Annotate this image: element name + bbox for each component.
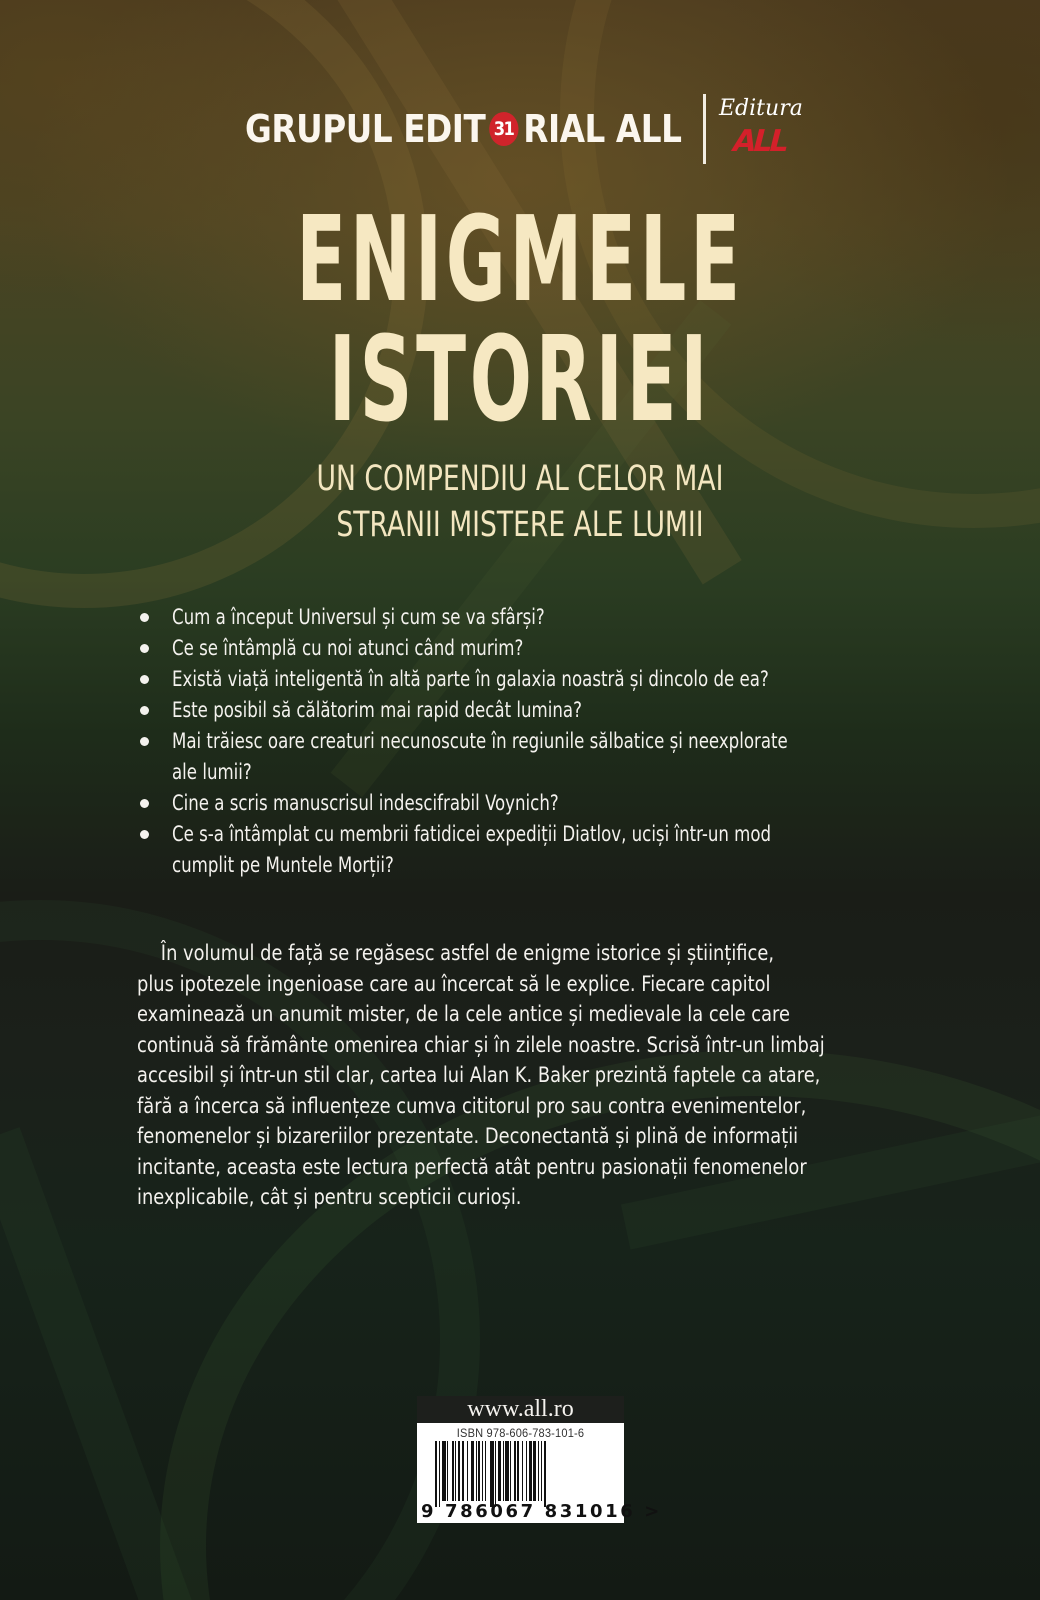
question-text: Ce s-a întâmplat cu membrii fatidicei expediții Diatlov, uciși într-un mod [172, 822, 772, 846]
description-line: incitante, aceasta este lectura perfectă atât pentru pasionații fenomenelor [137, 1154, 807, 1179]
question-text: Cum a început Universul și cum se va sfârși? [172, 605, 545, 629]
barcode-bars-icon [435, 1441, 607, 1505]
list-item [137, 819, 927, 881]
publisher-text-part: GRUPUL EDIT [245, 107, 486, 151]
book-subtitle-line-2: STRANII MISTERE ALE LUMII [336, 505, 704, 545]
book-title-line-2: ISTORIEI [328, 310, 712, 448]
description-line: fără a încerca să influențeze cumva cititorul pro sau contra evenimentelor, [137, 1093, 807, 1118]
barcode-area [417, 1423, 662, 1523]
description-line: inexplicabile, cât și pentru scepticii curioși. [137, 1185, 522, 1209]
description-line: continuă să frământe omenirea chiar și în zilele noastre. Scrisă într-un limbaj [137, 1032, 825, 1057]
book-subtitle-line-1: UN COMPENDIU AL CELOR MAI [316, 459, 724, 499]
question-text-continued: ale lumii? [172, 760, 252, 784]
description-line: fenomenelor și bizareriilor prezentate. Deconectantă și plină de informații [137, 1124, 799, 1148]
bullet-icon [140, 706, 149, 715]
publisher-group-name [245, 107, 682, 151]
imprint-logo [715, 96, 807, 164]
anniversary-badge-icon: 31 [489, 112, 518, 146]
description-line: accesibil și într-un stil clar, cartea lui Alan K. Baker prezintă faptele ca atare, [137, 1063, 821, 1087]
description-line: În volumul de față se regăsesc astfel de enigme istorice și științifice, [160, 941, 775, 965]
question-text: Ce se întâmplă cu noi atunci când murim? [172, 636, 524, 660]
question-text-continued: cumplit pe Muntele Morții? [172, 853, 394, 877]
imprint-all-logo: ALL [728, 124, 790, 159]
description-line: examinează un anumit mister, de la cele antice și medievale la cele care [137, 1002, 790, 1026]
list-item [137, 664, 927, 695]
list-item [137, 788, 927, 819]
isbn-barcode-block [417, 1396, 662, 1523]
questions-list [137, 602, 927, 881]
logo-divider [703, 94, 706, 164]
list-item [137, 602, 927, 633]
bullet-icon [140, 644, 149, 653]
publisher-text-part: RIAL ALL [523, 107, 682, 151]
description-line: plus ipotezele ingenioase care au încercat să le explice. Fiecare capitol [137, 971, 771, 996]
imprint-script-text: Editura [719, 96, 803, 121]
publisher-website: www.all.ro [417, 1396, 624, 1423]
bullet-icon [140, 830, 149, 839]
book-description [137, 938, 927, 1213]
question-text: Cine a scris manuscrisul indescifrabil Voynich? [172, 791, 559, 815]
book-title-line-1: ENIGMELE [296, 190, 744, 328]
list-item [137, 633, 927, 664]
isbn-label: ISBN 978-606-783-101-6 [456, 1426, 585, 1440]
bullet-icon [140, 613, 149, 622]
question-text: Există viață inteligentă în altă parte în galaxia noastră și dincolo de ea? [172, 667, 769, 691]
publisher-logo [245, 96, 803, 160]
bullet-icon [140, 675, 149, 684]
list-item [137, 726, 927, 788]
barcode-digits: 9 786067 831016 > [421, 1501, 662, 1522]
bullet-icon [140, 799, 149, 808]
question-text: Este posibil să călătorim mai rapid decât lumina? [172, 698, 582, 722]
bullet-icon [140, 737, 149, 746]
list-item [137, 695, 927, 726]
question-text: Mai trăiesc oare creaturi necunoscute în regiunile sălbatice și neexplorate [172, 729, 788, 753]
